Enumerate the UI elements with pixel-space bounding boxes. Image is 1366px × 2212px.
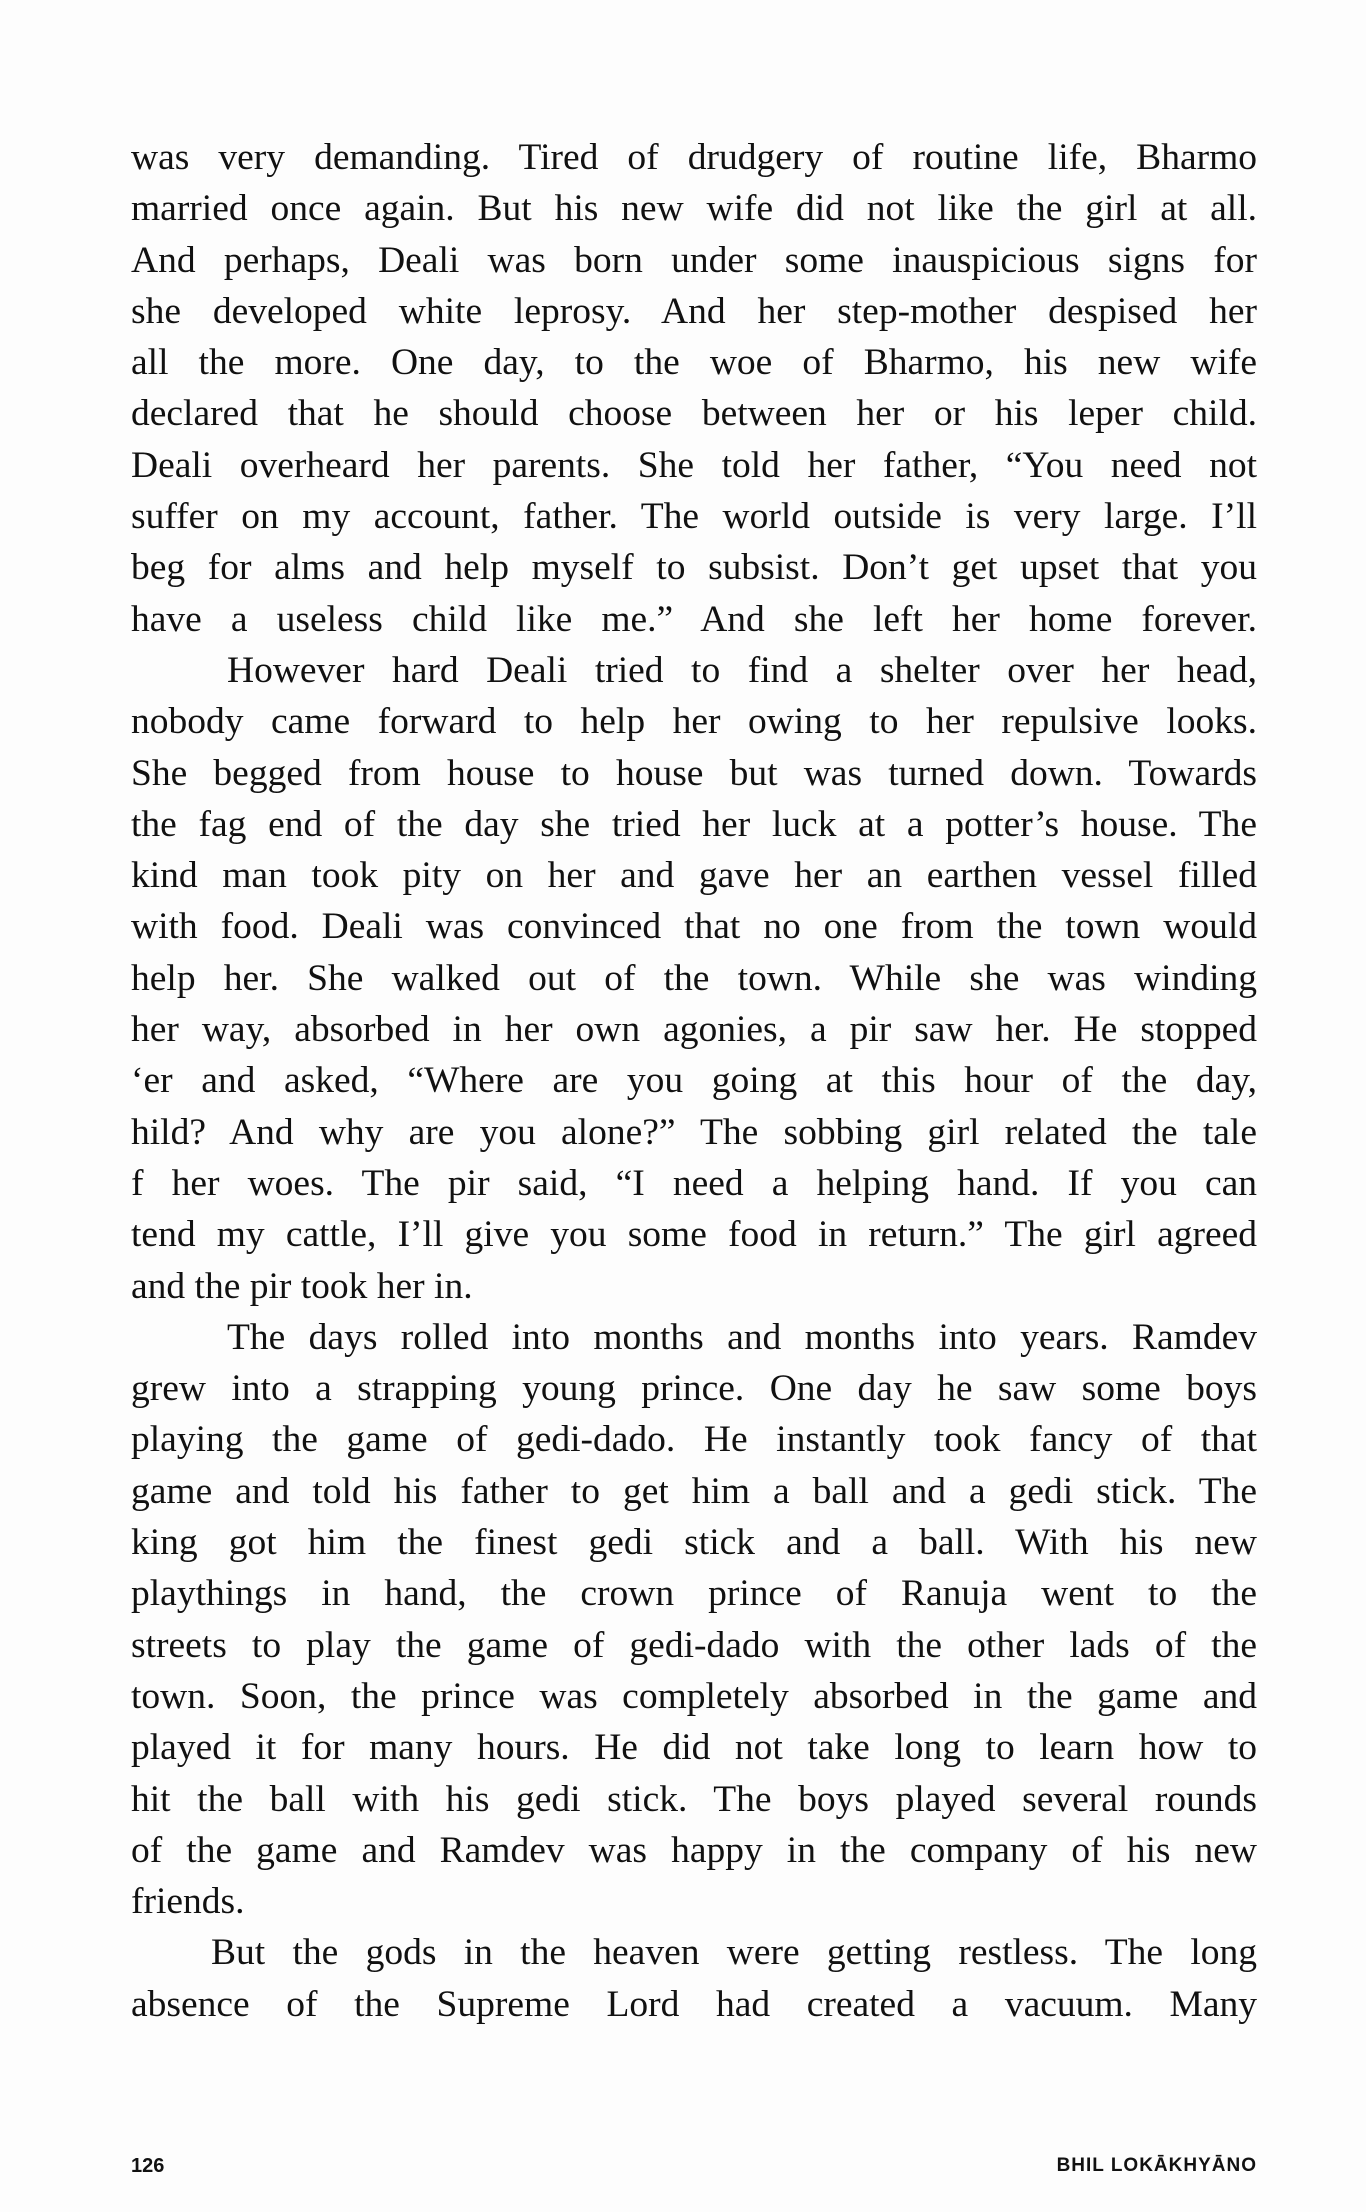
text-line: have a useless child like me.” And she left her home forever. <box>131 598 1257 640</box>
text-line: f her woes. The pir said, “I need a helping hand. If you can <box>131 1162 1257 1204</box>
text-line: tend my cattle, I’ll give you some food in return.” The girl agreed <box>131 1214 1257 1256</box>
paragraph-4 <box>131 1927 1257 2030</box>
text-line: of the game and Ramdev was happy in the company of his new <box>131 1829 1257 1871</box>
text-line: beg for alms and help myself to subsist. Don’t get upset that you <box>131 547 1257 589</box>
paragraph-3 <box>131 1312 1257 1928</box>
text-line: her way, absorbed in her own agonies, a pir saw her. He stopped <box>131 1009 1257 1051</box>
text-line: grew into a strapping young prince. One day he saw some boys <box>131 1368 1257 1410</box>
page-number: 126 <box>131 2155 165 2177</box>
page-footer <box>131 2155 1257 2185</box>
text-line: with food. Deali was convinced that no one from the town would <box>131 906 1257 948</box>
text-line: absence of the Supreme Lord had created a vacuum. Many <box>131 1983 1257 2025</box>
text-line: nobody came forward to help her owing to her repulsive looks. <box>131 701 1257 743</box>
text-line: played it for many hours. He did not take long to learn how to <box>131 1727 1257 1769</box>
text-line: married once again. But his new wife did not like the girl at all. <box>131 188 1257 230</box>
text-line: and the pir took her in. <box>131 1265 473 1307</box>
text-line: game and told his father to get him a ball and a gedi stick. The <box>131 1470 1257 1512</box>
text-line: help her. She walked out of the town. While she was winding <box>131 957 1257 999</box>
text-line: hild? And why are you alone?” The sobbing girl related the tale <box>131 1111 1257 1153</box>
text-line: ʻer and asked, “Where are you going at this hour of the day, <box>131 1060 1257 1102</box>
text-line: kind man took pity on her and gave her an earthen vessel filled <box>131 855 1257 897</box>
text-line: playthings in hand, the crown prince of Ranuja went to the <box>131 1573 1257 1615</box>
text-line: And perhaps, Deali was born under some inauspicious signs for <box>131 239 1257 281</box>
text-line: Deali overheard her parents. She told her father, “You need not <box>131 444 1257 486</box>
text-line: She begged from house to house but was turned down. Towards <box>131 752 1257 794</box>
text-line: But the gods in the heaven were getting restless. The long <box>211 1932 1257 1974</box>
text-line: was very demanding. Tired of drudgery of routine life, Bharmo <box>131 137 1257 178</box>
body-text <box>131 132 1257 2030</box>
running-title: BHIL LOKĀKHYĀNO <box>1056 2155 1257 2176</box>
text-line: streets to play the game of gedi-dado with the other lads of the <box>131 1624 1257 1666</box>
paragraph-1 <box>131 132 1257 645</box>
text-line: king got him the finest gedi stick and a ball. With his new <box>131 1522 1257 1564</box>
text-line: However hard Deali tried to find a shelter over her head, <box>227 649 1257 691</box>
text-line: friends. <box>131 1881 245 1923</box>
text-line: all the more. One day, to the woe of Bharmo, his new wife <box>131 342 1257 384</box>
text-line: the fag end of the day she tried her luck at a potter’s house. The <box>131 803 1257 845</box>
text-line: suffer on my account, father. The world outside is very large. I’ll <box>131 496 1257 538</box>
text-line: she developed white leprosy. And her step-mother despised her <box>131 290 1257 332</box>
text-line: hit the ball with his gedi stick. The boys played several rounds <box>131 1778 1257 1820</box>
text-line: The days rolled into months and months into years. Ramdev <box>227 1316 1257 1358</box>
text-line: declared that he should choose between her or his leper child. <box>131 393 1257 435</box>
paragraph-2 <box>131 645 1257 1312</box>
text-line: playing the game of gedi-dado. He instantly took fancy of that <box>131 1419 1257 1461</box>
text-line: town. Soon, the prince was completely absorbed in the game and <box>131 1675 1257 1717</box>
